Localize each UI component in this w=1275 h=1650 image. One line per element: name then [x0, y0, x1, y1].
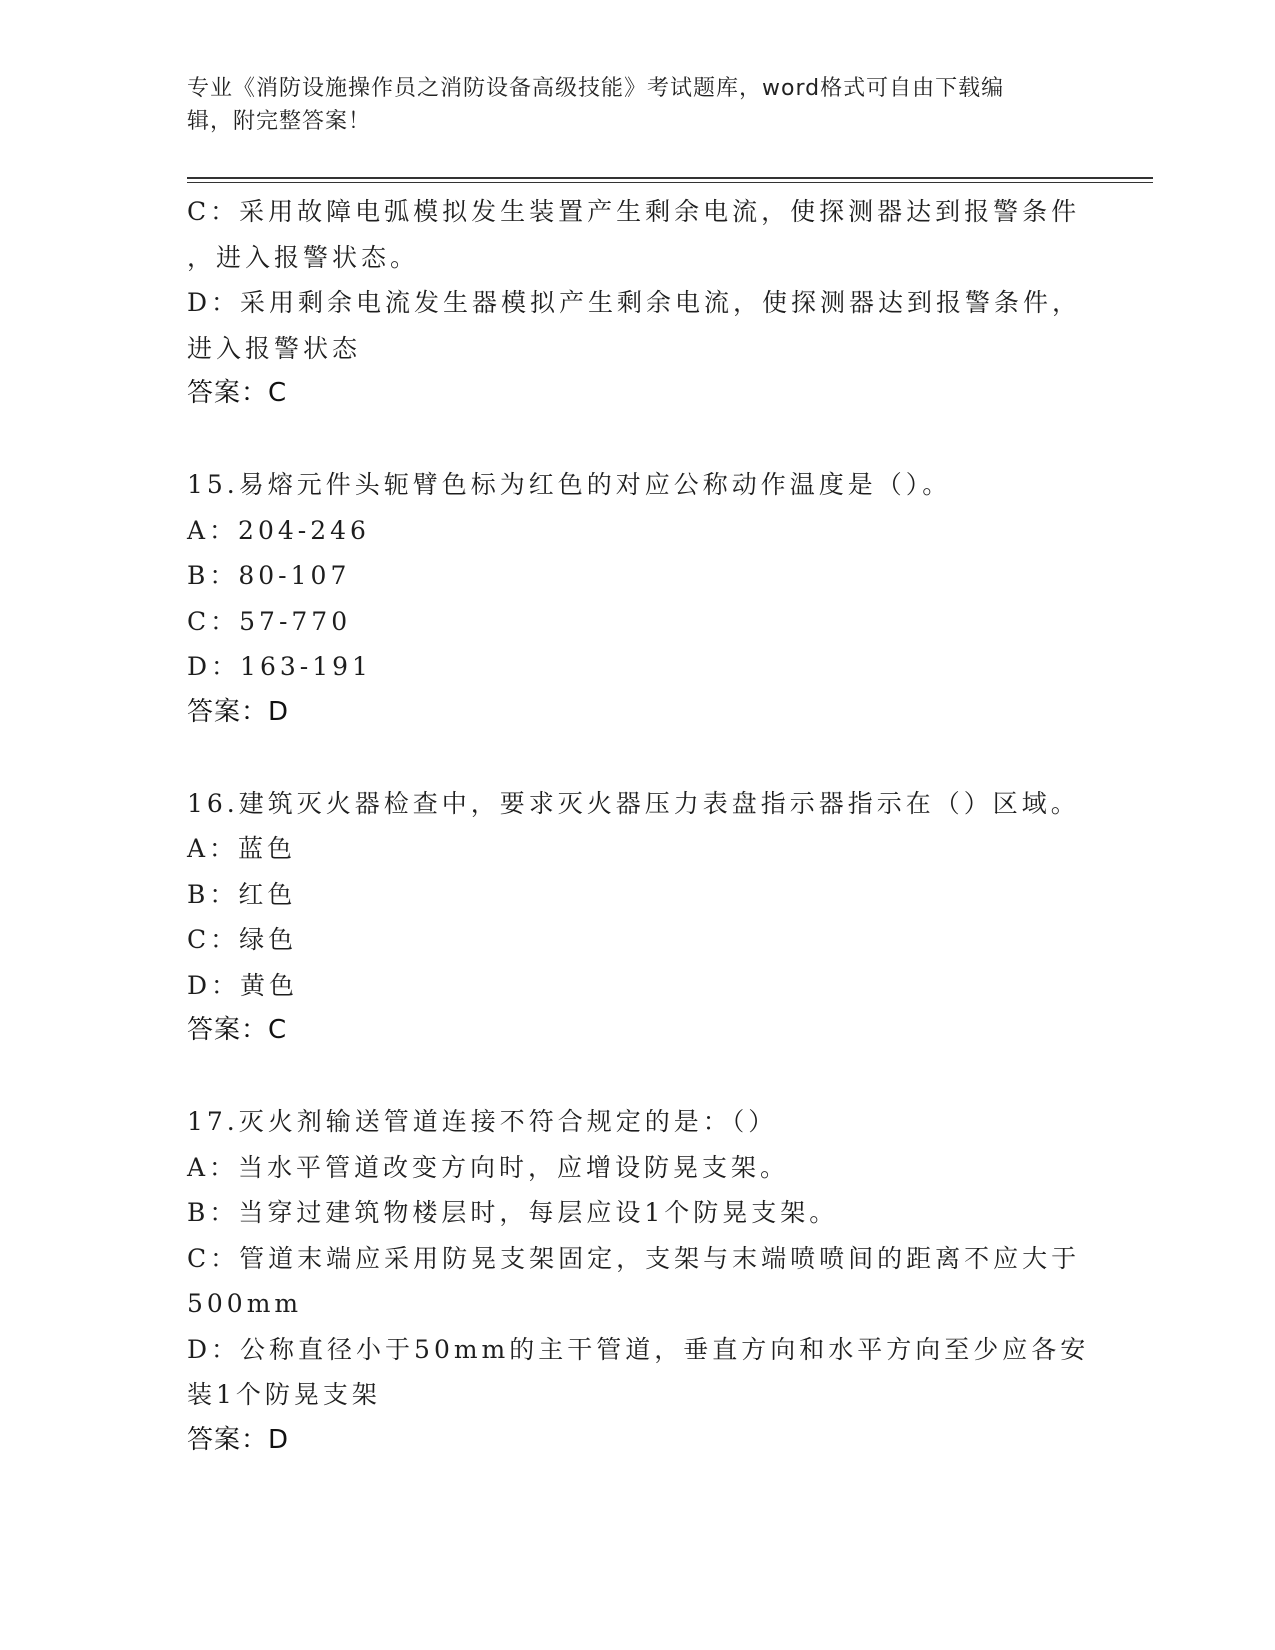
option-a: A：当水平管道改变方向时，应增设防晃支架。: [187, 1152, 790, 1182]
option-a: A：204-246: [187, 515, 370, 545]
option-b: B：当穿过建筑物楼层时，每层应设1个防晃支架。: [187, 1198, 839, 1227]
option-d-line-1: D：采用剩余电流发生器模拟产生剩余电流，使探测器达到报警条件，: [187, 288, 1082, 317]
option-d-line-2: 进入报警状态: [187, 333, 362, 363]
question-stem: 15.易熔元件头轭臂色标为红色的对应公称动作温度是（）。: [187, 470, 952, 499]
option-c-line-2: 500mm: [187, 1289, 303, 1318]
question-14-tail: [187, 189, 1087, 417]
question-content: [187, 189, 1090, 1463]
spacer: [187, 735, 1087, 781]
question-17: [187, 1099, 1090, 1463]
question-stem: 16.建筑灭火器检查中，要求灭火器压力表盘指示器指示在（）区域。: [187, 788, 1080, 818]
option-d: D：163-191: [187, 652, 372, 681]
question-stem: 17.灭火剂输送管道连接不符合规定的是：（）: [187, 1107, 778, 1136]
option-c-line-1: C：管道末端应采用防晃支架固定，支架与末端喷喷间的距离不应大于: [187, 1243, 1081, 1273]
header-divider-thin: [187, 182, 1153, 183]
spacer: [187, 417, 1087, 463]
option-b: B：红色: [187, 879, 297, 909]
document-header: [187, 72, 1077, 138]
answer-line: 答案：C: [187, 378, 288, 408]
option-c-line-1: C：采用故障电弧模拟发生装置产生剩余电流，使探测器达到报警条件: [187, 197, 1081, 226]
option-c: C：绿色: [187, 925, 298, 954]
header-line-1: 专业《消防设施操作员之消防设备高级技能》考试题库，word格式可自由下载编: [187, 76, 1005, 101]
option-b: B：80-107: [187, 561, 351, 590]
option-c-line-2: ，进入报警状态。: [187, 242, 420, 272]
question-15: [187, 462, 1087, 735]
answer-line: 答案：C: [187, 1015, 288, 1045]
option-a: A：蓝色: [187, 834, 297, 863]
option-d: D：黄色: [187, 970, 299, 1000]
header-line-2: 辑，附完整答案！: [187, 109, 372, 134]
option-d-line-2: 装1个防晃支架: [187, 1380, 381, 1409]
header-divider-thick: [187, 177, 1153, 179]
option-c: C：57-770: [187, 606, 352, 636]
option-d-line-1: D：公称直径小于50mm的主干管道，垂直方向和水平方向至少应各安: [187, 1334, 1090, 1364]
spacer: [187, 1054, 1087, 1100]
answer-line: 答案：D: [187, 1424, 290, 1455]
answer-line: 答案：D: [187, 696, 290, 727]
question-16: [187, 781, 1087, 1054]
